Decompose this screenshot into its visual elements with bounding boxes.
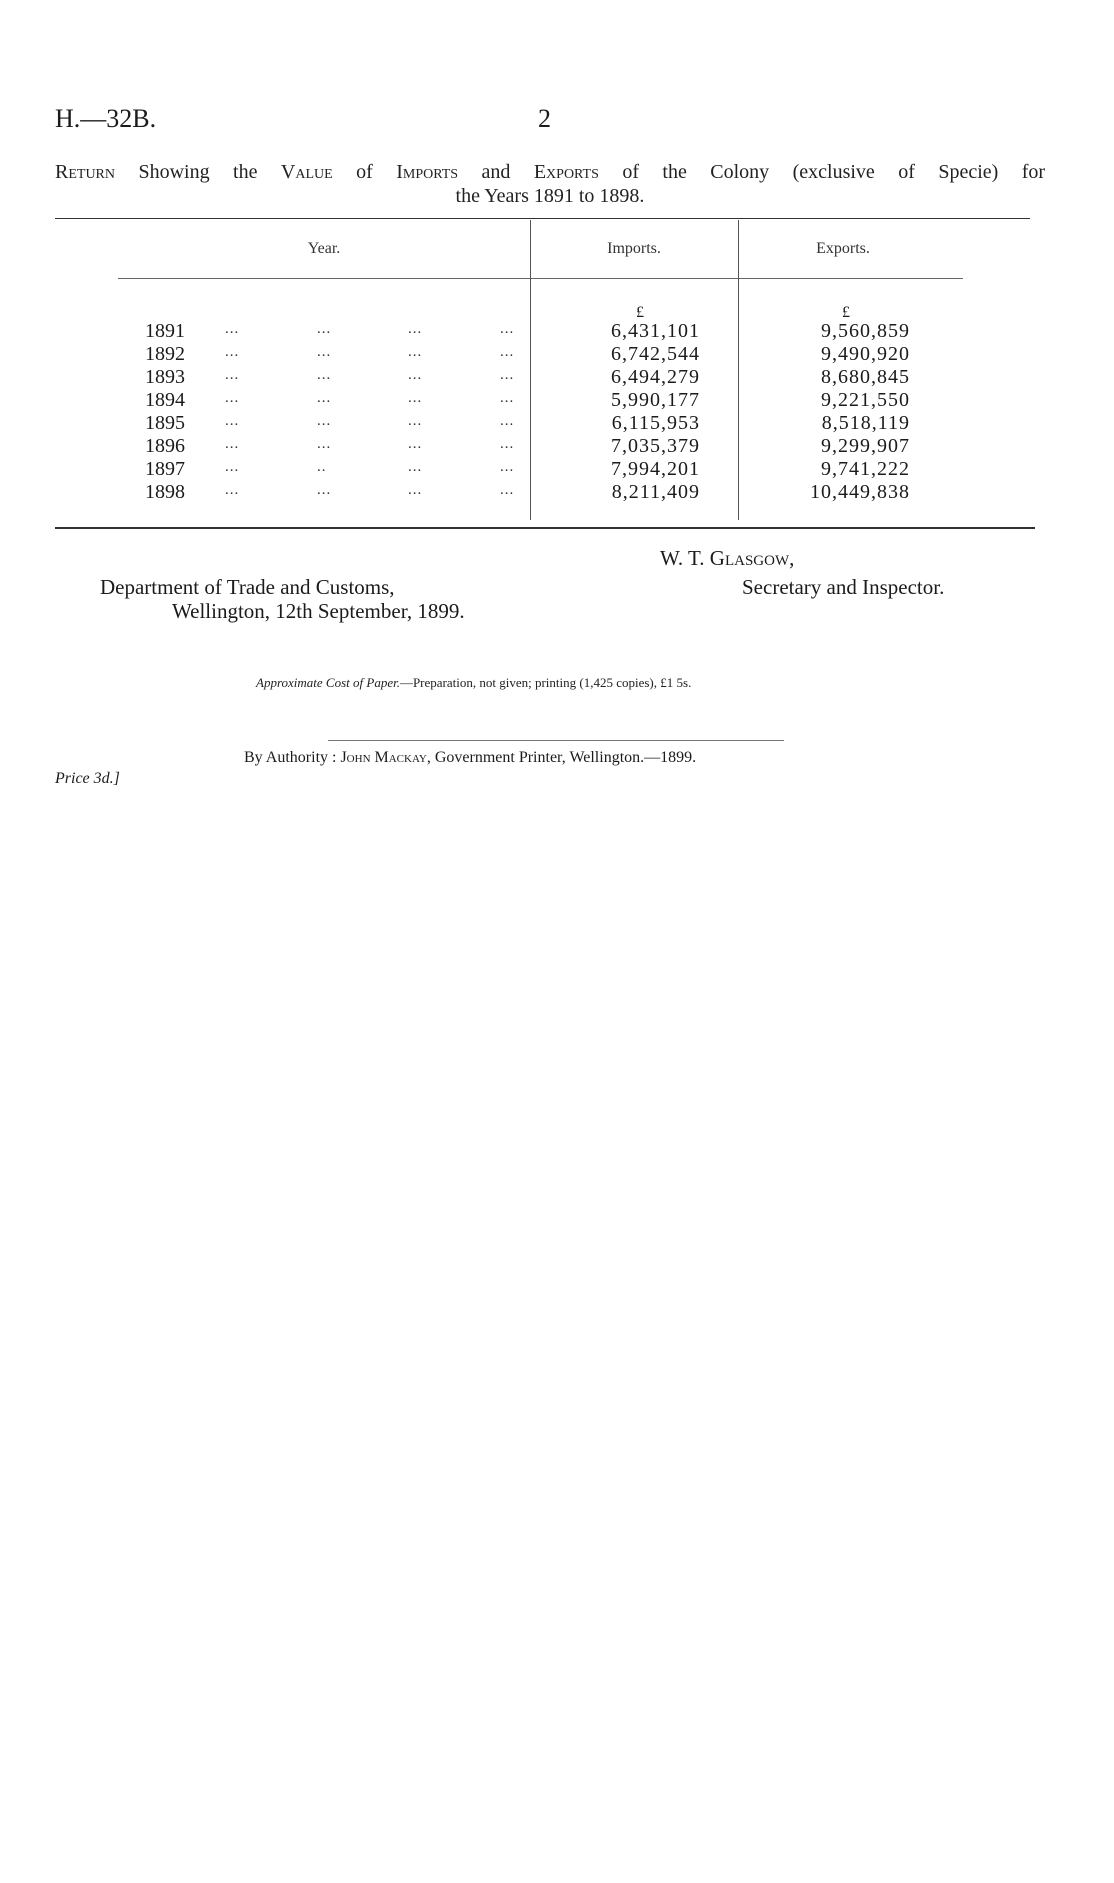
dot-leader: ... [225, 459, 240, 475]
table-row [0, 366, 1114, 389]
dot-leader: ... [500, 367, 515, 383]
dot-leader: ... [317, 436, 332, 452]
dot-leader: ... [408, 413, 423, 429]
title-exports-word: Exports [533, 161, 599, 183]
dot-leader: ... [317, 390, 332, 406]
year-column-header: Year. [307, 240, 341, 257]
imports-cell: 7,994,201 [611, 458, 700, 480]
dot-leader: ... [317, 413, 332, 429]
year-cell: 1896 [145, 435, 185, 457]
table-title [55, 160, 1045, 208]
title-showing: Showing the [138, 161, 258, 183]
title-and: and [481, 161, 511, 183]
exports-cell: 10,449,838 [810, 481, 910, 503]
year-cell: 1897 [145, 458, 185, 480]
title-rest: of the Colony (exclusive of Specie) for [622, 161, 1046, 183]
exports-column-header: Exports. [816, 240, 870, 257]
cost-note-text: —Preparation, not given; printing (1,425 copies), £1 5s. [399, 675, 692, 690]
year-cell: 1892 [145, 343, 185, 365]
signatory-name [660, 546, 794, 571]
title-of: of [356, 161, 373, 183]
dot-leader: ... [500, 344, 515, 360]
year-cell: 1891 [145, 320, 185, 342]
dot-leader: ... [225, 390, 240, 406]
dot-leader: ... [408, 367, 423, 383]
exports-cell: 8,518,119 [821, 412, 910, 434]
title-value-word: Value [280, 161, 333, 183]
exports-cell: 9,299,907 [821, 435, 910, 457]
dot-leader: ... [408, 482, 423, 498]
dot-leader: ... [408, 321, 423, 337]
imprint-rest: Government Printer, Wellington.—1899. [434, 749, 697, 766]
title-line-2: the Years 1891 to 1898. [455, 185, 645, 207]
imports-cell: 6,742,544 [611, 343, 700, 365]
imports-cell: 8,211,409 [611, 481, 700, 503]
exports-currency-symbol: £ [842, 304, 850, 321]
title-return-word: Return [55, 161, 116, 183]
dot-leader: .. [317, 459, 327, 475]
department-name: Department of Trade and Customs, [100, 575, 395, 599]
imports-cell: 7,035,379 [611, 435, 700, 457]
imprint-prefix: By Authority : [244, 749, 337, 766]
table-row [0, 412, 1114, 435]
signatory-title: Secretary and Inspector. [742, 575, 945, 599]
dot-leader: ... [408, 459, 423, 475]
dot-leader: ... [225, 367, 240, 383]
year-cell: 1893 [145, 366, 185, 388]
dot-leader: ... [408, 390, 423, 406]
dot-leader: ... [225, 413, 240, 429]
dot-leader: ... [500, 436, 515, 452]
dot-leader: ... [500, 482, 515, 498]
imports-cell: 6,494,279 [611, 366, 700, 388]
imports-cell: 5,990,177 [611, 389, 700, 411]
table-row [0, 435, 1114, 458]
printer-imprint [244, 749, 696, 767]
year-cell: 1895 [145, 412, 185, 434]
dot-leader: ... [225, 436, 240, 452]
exports-cell: 9,221,550 [821, 389, 910, 411]
printer-name: John Mackay, [340, 749, 431, 766]
dot-leader: ... [500, 321, 515, 337]
exports-cell: 8,680,845 [821, 366, 910, 388]
year-cell: 1898 [145, 481, 185, 503]
cost-note-label: Approximate Cost of Paper. [256, 675, 400, 690]
dot-leader: ... [317, 344, 332, 360]
imports-cell: 6,431,101 [611, 320, 700, 342]
signatory-initials: W. T. [660, 546, 705, 570]
price-label: Price 3d.] [55, 770, 120, 787]
imprint-rule [328, 740, 784, 741]
dot-leader: ... [225, 482, 240, 498]
table-top-rule [55, 218, 1030, 219]
imports-cell: 6,115,953 [611, 412, 700, 434]
dot-leader: ... [317, 367, 332, 383]
dot-leader: ... [500, 459, 515, 475]
dot-leader: ... [500, 390, 515, 406]
department-place-date: Wellington, 12th September, 1899. [172, 599, 465, 623]
title-imports-word: Imports [396, 161, 459, 183]
table-row [0, 343, 1114, 366]
printing-cost-note [256, 675, 691, 691]
dot-leader: ... [225, 321, 240, 337]
table-row [0, 389, 1114, 412]
table-row [0, 320, 1114, 343]
table-row [0, 481, 1114, 504]
table-bottom-rule [55, 527, 1035, 529]
signatory-surname: Glasgow, [709, 546, 795, 570]
imports-column-header: Imports. [607, 240, 661, 257]
year-cell: 1894 [145, 389, 185, 411]
dot-leader: ... [408, 344, 423, 360]
dot-leader: ... [317, 321, 332, 337]
title-line-1 [55, 160, 1045, 184]
page-number: 2 [538, 104, 551, 133]
exports-cell: 9,490,920 [821, 343, 910, 365]
exports-cell: 9,560,859 [821, 320, 910, 342]
dot-leader: ... [225, 344, 240, 360]
dot-leader: ... [317, 482, 332, 498]
document-code: H.—32B. [55, 104, 157, 133]
imports-currency-symbol: £ [636, 304, 644, 321]
table-row [0, 458, 1114, 481]
exports-cell: 9,741,222 [821, 458, 910, 480]
dot-leader: ... [408, 436, 423, 452]
header-rule [118, 278, 963, 279]
dot-leader: ... [500, 413, 515, 429]
